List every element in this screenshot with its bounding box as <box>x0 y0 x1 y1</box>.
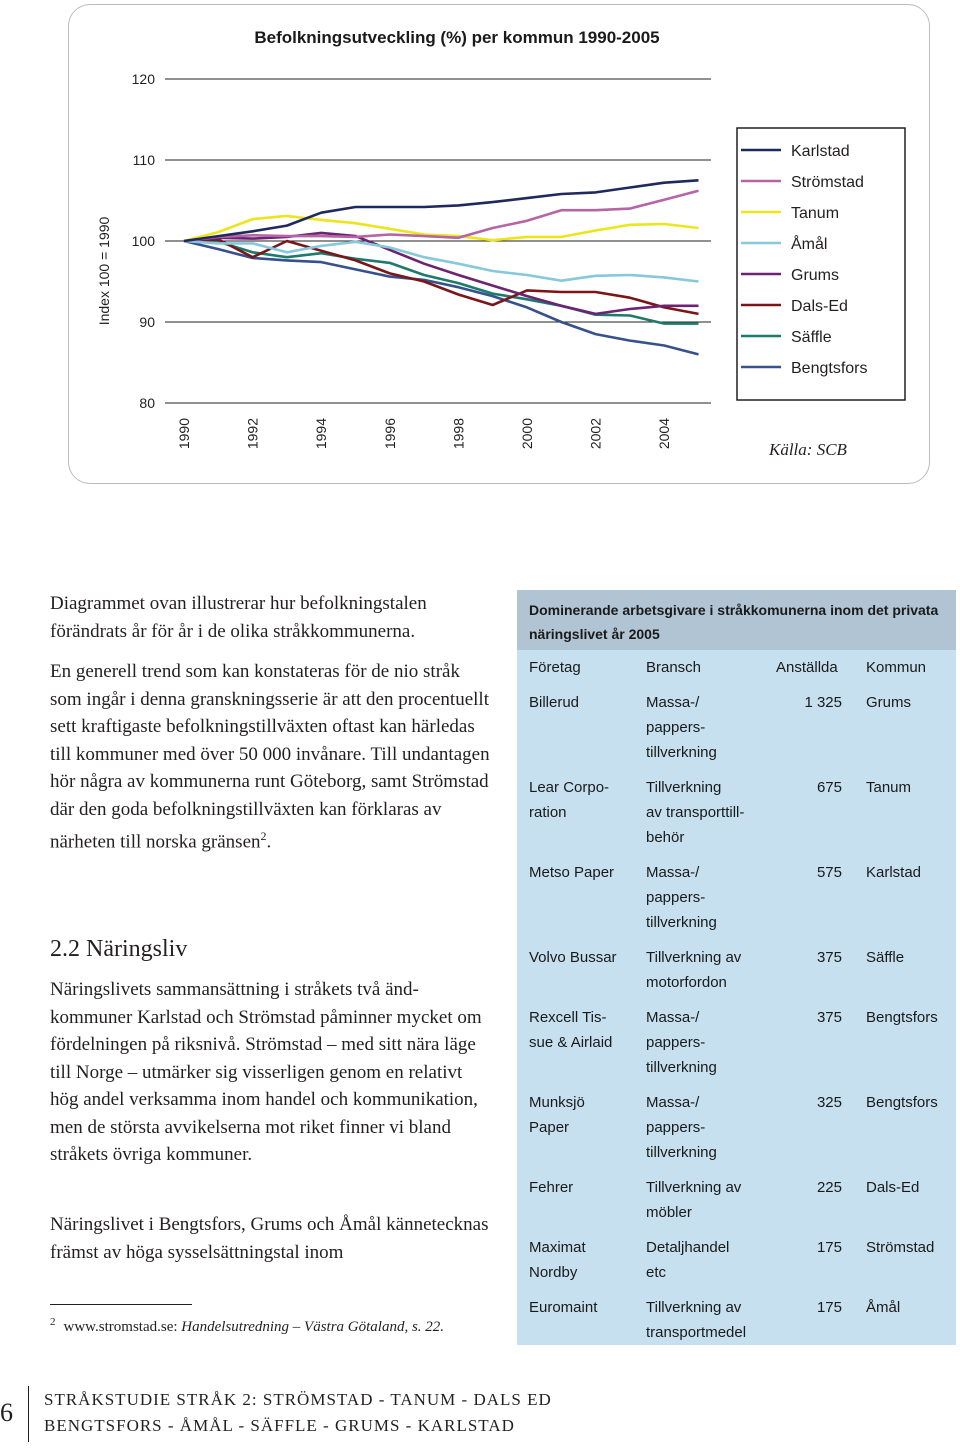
cell-employees: 175 <box>816 1239 842 1256</box>
x-tick-label: 2004 <box>656 418 673 450</box>
cell-company: Maximat Nordby <box>529 1239 586 1281</box>
employers-table <box>517 590 956 1345</box>
cell-employees: 225 <box>816 1179 842 1196</box>
chart-canvas <box>69 5 931 485</box>
cell-municipality: Bengtsfors <box>866 1009 938 1026</box>
cell-municipality: Säffle <box>866 949 905 966</box>
cell-branch: Tillverkning av möbler <box>646 1179 742 1221</box>
x-tick-label: 2002 <box>587 418 604 450</box>
footer-line-1: STRÅKSTUDIE STRÅK 2: STRÖMSTAD - TANUM - DALS ED <box>44 1390 552 1409</box>
naringsliv-paragraph-2: Näringslivet i Bengtsfors, Grums och Åmål kännetecknas främst av höga sysselsättningstal inom <box>50 1214 489 1263</box>
legend-label: Bengtsfors <box>791 360 868 377</box>
column-header-municipality: Kommun <box>866 659 927 676</box>
footnote-divider <box>50 1304 192 1305</box>
cell-municipality: Karlstad <box>866 864 922 881</box>
y-tick-label: 120 <box>131 71 155 87</box>
cell-branch: Massa-/ pappers- tillverkning <box>646 1009 717 1076</box>
x-tick-label: 1990 <box>176 418 192 450</box>
cell-company: Fehrer <box>529 1179 574 1196</box>
cell-company: Volvo Bussar <box>529 949 617 966</box>
cell-branch: Massa-/ pappers- tillverkning <box>646 694 717 761</box>
legend-label: Åmål <box>791 236 828 253</box>
cell-municipality: Åmål <box>866 1299 901 1316</box>
footnote-citation: Handelsutredning – Västra Götaland, s. 22. <box>181 1319 445 1335</box>
cell-branch: Detaljhandel etc <box>646 1239 730 1281</box>
trend-text-end: . <box>266 831 272 853</box>
cell-branch: Massa-/ pappers- tillverkning <box>646 1094 717 1161</box>
cell-company: Euromaint <box>529 1299 598 1316</box>
cell-employees: 325 <box>816 1094 842 1111</box>
cell-municipality: Strömstad <box>866 1239 935 1256</box>
cell-employees: 375 <box>816 1009 842 1026</box>
cell-branch: Tillverkning av transportmedel <box>646 1299 747 1341</box>
footnote-ref[interactable]: 2 <box>260 829 267 843</box>
cell-employees: 575 <box>816 864 842 881</box>
cell-company: Metso Paper <box>529 864 615 881</box>
cell-municipality: Tanum <box>866 779 912 796</box>
footnote-number: 2 <box>50 1316 56 1328</box>
cell-employees: 1 325 <box>804 694 842 711</box>
intro-paragraph: Diagrammet ovan illustrerar hur befolkningstalen förändrats år för år i de olika stråkkommunerna. <box>50 593 427 642</box>
naringsliv-paragraph-1: Näringslivets sammansättning i stråkets två ändkommuner Karlstad och Strömstad påminner mycket om fördelningen på riksnivå. Strömstad – med sitt nära läge till Norge – utmärker sig visserligen genom en relativt hög andel verksamma inom handel och kommunikation, men de största avvikelserna mot riket finner vi bland stråkets övriga kommuner. <box>50 979 482 1165</box>
table-title-bar <box>517 590 956 650</box>
footer-rule <box>28 1386 29 1442</box>
legend-label: Dals-Ed <box>791 298 848 315</box>
trend-paragraph <box>50 658 490 856</box>
cell-employees: 375 <box>816 949 842 966</box>
footnote <box>50 1316 444 1336</box>
chart-source: Källa: SCB <box>769 440 847 459</box>
series-line-karlstad <box>184 180 699 241</box>
y-tick-label: 90 <box>139 314 155 330</box>
y-tick-label: 110 <box>132 152 155 168</box>
cell-branch: Massa-/ pappers- tillverkning <box>646 864 717 931</box>
legend-label: Tanum <box>791 205 840 222</box>
cell-company: Rexcell Tis- sue & Airlaid <box>529 1009 613 1051</box>
trend-text-a: En generell trend som kan konstateras för de nio stråk som ingår i denna granskningsserie är att den procentuellt sett kraftigaste befolkningstillväxten oftast kan härledas till kommuner med över 50 000 invånare. <box>50 661 489 765</box>
cell-municipality: Grums <box>866 694 911 711</box>
series-line-åmål <box>184 241 699 282</box>
cell-employees: 675 <box>816 779 842 796</box>
column-header-employees: Anställda <box>776 659 838 676</box>
page-number: 6 <box>0 1398 13 1427</box>
legend-label: Karlstad <box>791 143 850 160</box>
x-tick-label: 1996 <box>381 418 398 450</box>
cell-employees: 175 <box>816 1299 842 1316</box>
y-tick-label: 100 <box>131 233 155 249</box>
y-axis-label: Index 100 = 1990 <box>96 216 112 326</box>
column-header-company: Företag <box>529 659 581 676</box>
column-header-branch: Bransch <box>646 659 702 676</box>
x-tick-label: 2000 <box>519 418 535 450</box>
cell-branch: Tillverkning av transporttill- behör <box>646 779 745 846</box>
series-line-dals-ed <box>184 239 699 314</box>
series-line-bengtsfors <box>184 241 699 354</box>
series-line-strömstad <box>184 191 699 241</box>
section-heading: 2.2 Näringsliv <box>50 936 188 962</box>
cell-company: Lear Corpo- ration <box>529 779 610 821</box>
legend-label: Grums <box>791 267 839 284</box>
chart-title: Befolkningsutveckling (%) per kommun 1990-2005 <box>254 28 660 47</box>
footnote-url[interactable]: www.stromstad.se: <box>63 1319 182 1335</box>
cell-branch: Tillverkning av motorfordon <box>646 949 742 991</box>
cell-municipality: Dals-Ed <box>866 1179 920 1196</box>
cell-municipality: Bengtsfors <box>866 1094 938 1111</box>
x-tick-label: 1992 <box>244 418 261 450</box>
footer-line-2: BENGTSFORS - ÅMÅL - SÄFFLE - GRUMS - KARLSTAD <box>44 1416 515 1435</box>
cell-company: Billerud <box>529 694 580 711</box>
y-tick-label: 80 <box>139 395 155 411</box>
table-title: Dominerande arbetsgivare i stråkkomunerna inom det privata näringslivet år 2005 <box>529 602 939 642</box>
legend-label: Strömstad <box>791 174 864 191</box>
x-tick-label: 1998 <box>450 418 467 450</box>
x-tick-label: 1994 <box>313 418 330 450</box>
cell-company: Munksjö Paper <box>529 1094 585 1136</box>
trend-text-b: Till undantagen hör några av kommunerna runt Göteborg, samt Strömstad där den goda befolkningstillväxten kan förklaras av närheten till norska gränsen <box>50 743 490 853</box>
legend-label: Säffle <box>791 329 832 346</box>
population-chart <box>68 4 930 484</box>
